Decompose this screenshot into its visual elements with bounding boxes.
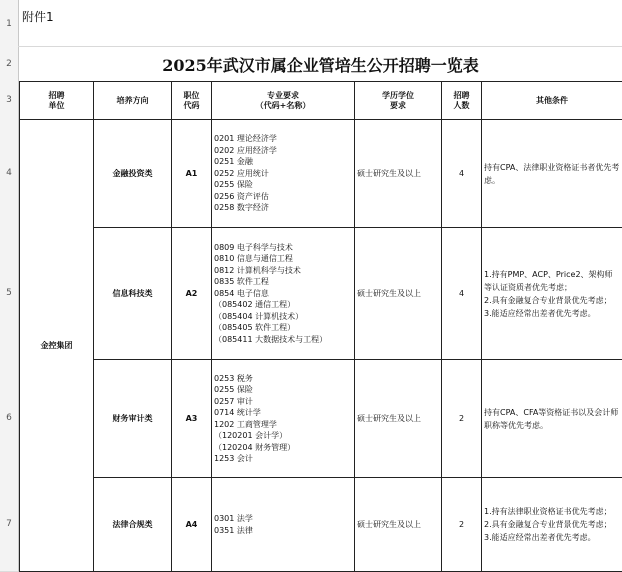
conditions-cell[interactable] <box>482 478 622 572</box>
major-cell[interactable] <box>212 228 355 360</box>
major-line: （120201 会计学） <box>214 430 352 442</box>
condition-line: 持有CPA、法律职业资格证书者优先考虑。 <box>484 161 620 187</box>
direction-cell[interactable]: 金融投资类 <box>94 120 172 228</box>
row-header-7[interactable]: 7 <box>0 477 19 572</box>
count-cell[interactable]: 2 <box>442 360 482 478</box>
attachment-label[interactable]: 附件1 <box>22 8 54 25</box>
degree-cell[interactable]: 硕士研究生及以上 <box>355 478 442 572</box>
unit-cell[interactable]: 金控集团 <box>20 120 94 572</box>
major-line: 1253 会计 <box>214 453 352 465</box>
major-line: 0251 金融 <box>214 156 352 168</box>
major-line: 0255 保险 <box>214 384 352 396</box>
condition-line: 2.具有金融复合专业背景优先考虑； <box>484 518 620 531</box>
conditions-cell[interactable] <box>482 360 622 478</box>
header-count[interactable]: 招聘 人数 <box>442 82 482 120</box>
code-cell[interactable]: A3 <box>172 360 212 478</box>
table-row <box>20 478 622 572</box>
major-line: （085402 通信工程） <box>214 299 352 311</box>
condition-line: 3.能适应经常出差者优先考虑。 <box>484 531 620 544</box>
table-row <box>20 360 622 478</box>
direction-cell[interactable]: 财务审计类 <box>94 360 172 478</box>
major-line: 0351 法律 <box>214 525 352 537</box>
code-cell[interactable]: A1 <box>172 120 212 228</box>
header-degree[interactable]: 学历学位 要求 <box>355 82 442 120</box>
major-line: （120204 财务管理） <box>214 442 352 454</box>
condition-line: 持有CPA、CFA等资格证书以及会计师职称等优先考虑。 <box>484 406 620 432</box>
major-cell[interactable] <box>212 360 355 478</box>
header-other[interactable]: 其他条件 <box>482 82 622 120</box>
direction-cell[interactable]: 法律合规类 <box>94 478 172 572</box>
count-cell[interactable]: 4 <box>442 228 482 360</box>
degree-cell[interactable]: 硕士研究生及以上 <box>355 228 442 360</box>
count-cell[interactable]: 4 <box>442 120 482 228</box>
row-header-6[interactable]: 6 <box>0 359 19 478</box>
header-unit[interactable]: 招聘 单位 <box>20 82 94 120</box>
major-line: 0809 电子科学与技术 <box>214 242 352 254</box>
major-cell[interactable] <box>212 478 355 572</box>
header-major[interactable]: 专业要求 （代码+名称） <box>212 82 355 120</box>
row-header-2[interactable]: 2 <box>0 47 19 82</box>
conditions-cell[interactable] <box>482 228 622 360</box>
major-line: 0257 审计 <box>214 396 352 408</box>
row-header-5[interactable]: 5 <box>0 227 19 360</box>
row-header-4[interactable]: 4 <box>0 119 19 228</box>
major-line: （085411 大数据技术与工程） <box>214 334 352 346</box>
major-line: 0252 应用统计 <box>214 168 352 180</box>
major-cell[interactable] <box>212 120 355 228</box>
header-code[interactable]: 职位 代码 <box>172 82 212 120</box>
table-title[interactable]: 2025年武汉市属企业管培生公开招聘一览表 <box>19 47 622 82</box>
major-line: 0301 法学 <box>214 513 352 525</box>
condition-line: 2.具有金融复合专业背景优先考虑； <box>484 294 620 307</box>
row-header-3[interactable]: 3 <box>0 81 19 120</box>
major-line: 0201 理论经济学 <box>214 133 352 145</box>
degree-cell[interactable]: 硕士研究生及以上 <box>355 360 442 478</box>
major-line: 0255 保险 <box>214 179 352 191</box>
major-line: 0854 电子信息 <box>214 288 352 300</box>
degree-cell[interactable]: 硕士研究生及以上 <box>355 120 442 228</box>
major-line: 0253 税务 <box>214 373 352 385</box>
major-line: 1202 工商管理学 <box>214 419 352 431</box>
header-direction[interactable]: 培养方向 <box>94 82 172 120</box>
count-cell[interactable]: 2 <box>442 478 482 572</box>
row-header-1[interactable]: 1 <box>0 0 19 48</box>
major-line: 0810 信息与通信工程 <box>214 253 352 265</box>
condition-line: 1.持有法律职业资格证书优先考虑； <box>484 505 620 518</box>
major-line: 0812 计算机科学与技术 <box>214 265 352 277</box>
conditions-cell[interactable] <box>482 120 622 228</box>
major-line: 0202 应用经济学 <box>214 145 352 157</box>
major-line: 0256 资产评估 <box>214 191 352 203</box>
major-line: 0714 统计学 <box>214 407 352 419</box>
code-cell[interactable]: A2 <box>172 228 212 360</box>
major-line: （085404 计算机技术） <box>214 311 352 323</box>
condition-line: 3.能适应经常出差者优先考虑。 <box>484 307 620 320</box>
direction-cell[interactable]: 信息科技类 <box>94 228 172 360</box>
major-line: 0835 软件工程 <box>214 276 352 288</box>
table-row <box>20 228 622 360</box>
header-row <box>20 82 622 120</box>
major-line: 0258 数字经济 <box>214 202 352 214</box>
code-cell[interactable]: A4 <box>172 478 212 572</box>
major-line: （085405 软件工程） <box>214 322 352 334</box>
table-row <box>20 120 622 228</box>
condition-line: 1.持有PMP、ACP、Price2、架构师等认证资质者优先考虑； <box>484 268 620 294</box>
recruitment-table <box>19 81 622 572</box>
